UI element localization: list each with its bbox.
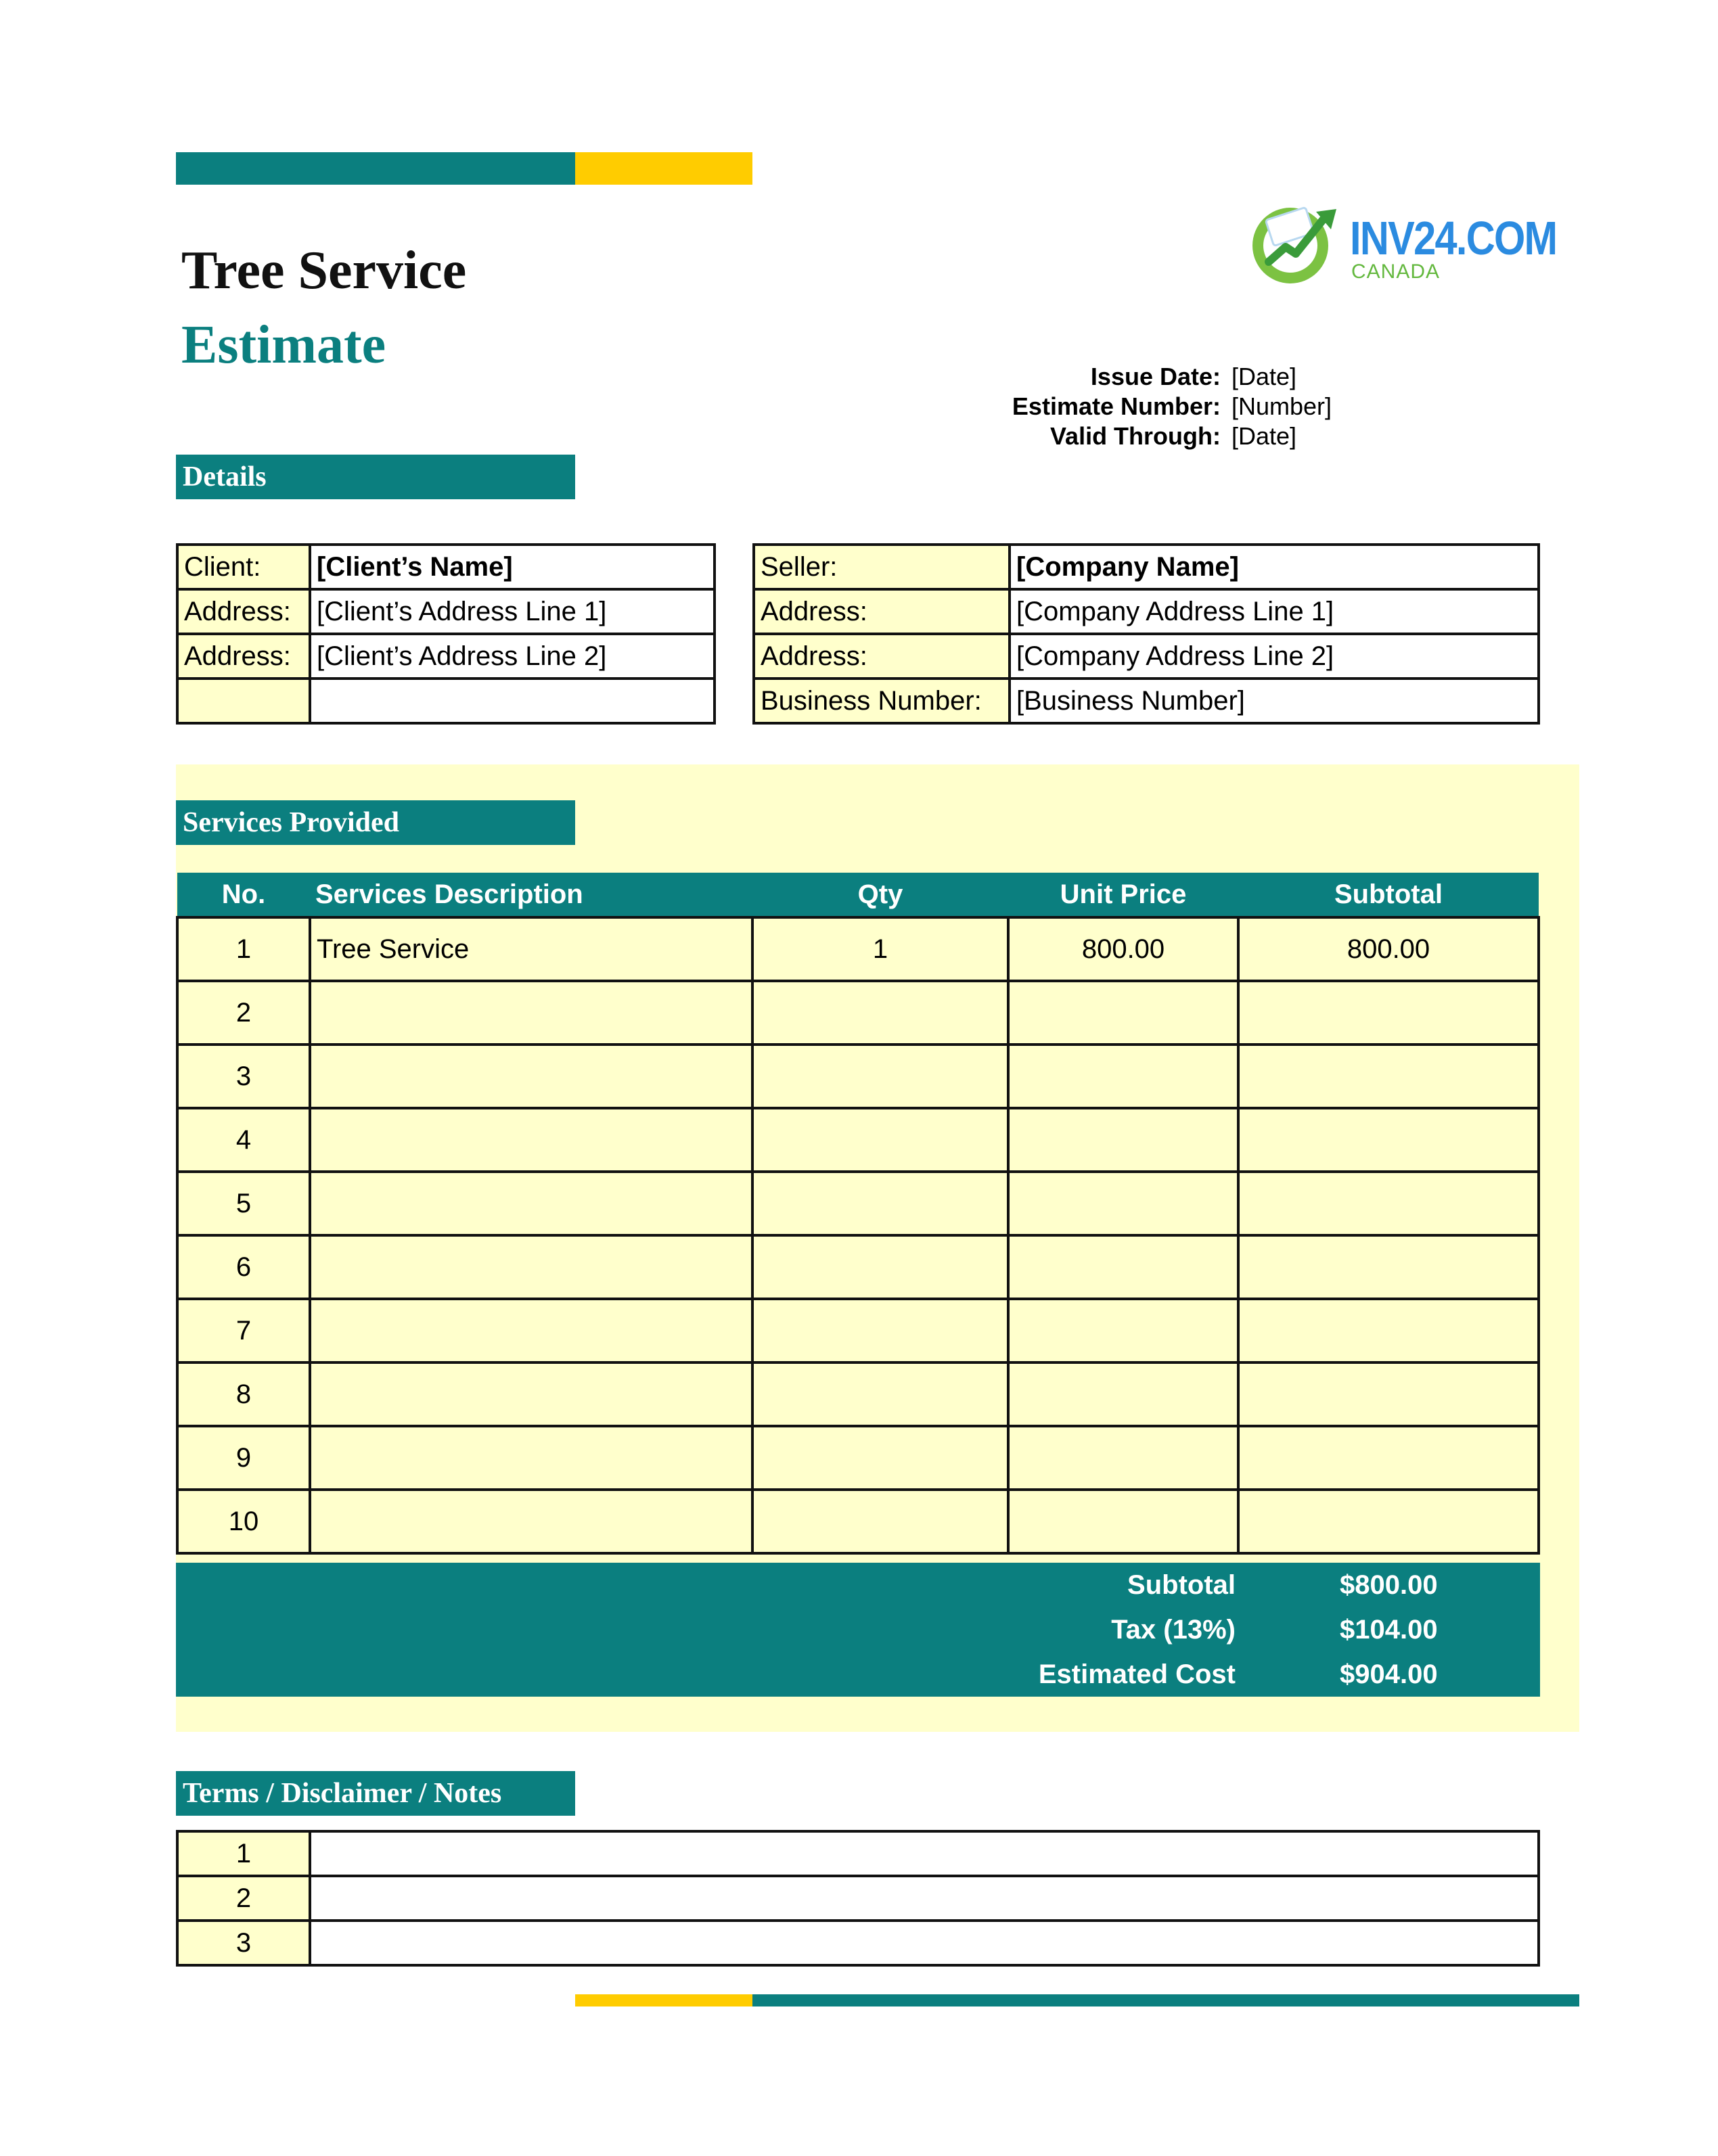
service-no: 7 bbox=[177, 1299, 310, 1362]
table-row bbox=[754, 634, 1539, 679]
service-subtotal bbox=[1238, 1045, 1539, 1108]
logo-country: CANADA bbox=[1351, 260, 1441, 283]
estimate-number-label: Estimate Number: bbox=[1012, 392, 1221, 420]
terms-row-number: 1 bbox=[177, 1831, 310, 1876]
col-no-header: No. bbox=[177, 873, 310, 917]
service-description bbox=[310, 1045, 752, 1108]
terms-row-text bbox=[310, 1876, 1539, 1921]
service-unit-price: 800.00 bbox=[1008, 917, 1238, 981]
service-no: 5 bbox=[177, 1172, 310, 1235]
service-no: 9 bbox=[177, 1426, 310, 1490]
service-unit-price bbox=[1008, 1108, 1238, 1172]
estimated-cost-label: Estimated Cost bbox=[1038, 1659, 1236, 1689]
service-qty bbox=[752, 1426, 1008, 1490]
client-details-table bbox=[176, 543, 716, 725]
tax-value: $104.00 bbox=[1340, 1615, 1438, 1645]
client-address2-value: [Client’s Address Line 2] bbox=[310, 634, 715, 679]
service-qty bbox=[752, 1235, 1008, 1299]
service-subtotal: 800.00 bbox=[1238, 917, 1539, 981]
seller-details-table bbox=[752, 543, 1540, 725]
table-row bbox=[177, 1045, 1539, 1108]
terms-row-number: 3 bbox=[177, 1921, 310, 1965]
totals-block bbox=[176, 1563, 1540, 1697]
service-description: Tree Service bbox=[310, 917, 752, 981]
table-row bbox=[177, 1831, 1539, 1876]
estimate-number-row bbox=[880, 392, 1421, 422]
details-heading: Details bbox=[176, 455, 575, 499]
tax-label: Tax (13%) bbox=[1111, 1615, 1236, 1645]
table-row bbox=[177, 917, 1539, 981]
table-row bbox=[177, 1108, 1539, 1172]
seller-address1-label: Address: bbox=[754, 589, 1010, 634]
service-unit-price bbox=[1008, 1299, 1238, 1362]
service-qty bbox=[752, 1045, 1008, 1108]
terms-heading: Terms / Disclaimer / Notes bbox=[176, 1771, 575, 1816]
services-table bbox=[176, 873, 1540, 1555]
bottom-accent-bar-gold bbox=[575, 1994, 752, 2006]
valid-through-value: [Date] bbox=[1231, 422, 1297, 450]
service-no: 4 bbox=[177, 1108, 310, 1172]
service-unit-price bbox=[1008, 1426, 1238, 1490]
service-subtotal bbox=[1238, 981, 1539, 1045]
service-qty: 1 bbox=[752, 917, 1008, 981]
table-row bbox=[177, 1172, 1539, 1235]
service-no: 3 bbox=[177, 1045, 310, 1108]
service-subtotal bbox=[1238, 1108, 1539, 1172]
bottom-accent-bar-teal bbox=[752, 1994, 1579, 2006]
service-no: 2 bbox=[177, 981, 310, 1045]
tax-row bbox=[176, 1607, 1540, 1652]
chart-arrow-logo-icon bbox=[1248, 200, 1343, 288]
table-row bbox=[177, 634, 715, 679]
terms-row-number: 2 bbox=[177, 1876, 310, 1921]
service-subtotal bbox=[1238, 1299, 1539, 1362]
business-number-value: [Business Number] bbox=[1010, 679, 1539, 723]
service-qty bbox=[752, 1172, 1008, 1235]
terms-row-text bbox=[310, 1831, 1539, 1876]
service-subtotal bbox=[1238, 1172, 1539, 1235]
service-unit-price bbox=[1008, 1235, 1238, 1299]
business-number-label: Business Number: bbox=[754, 679, 1010, 723]
client-address2-label: Address: bbox=[177, 634, 310, 679]
col-unit-price-header: Unit Price bbox=[1008, 873, 1238, 917]
service-no: 10 bbox=[177, 1490, 310, 1553]
top-accent-bar-gold bbox=[575, 152, 752, 185]
service-no: 6 bbox=[177, 1235, 310, 1299]
table-row bbox=[177, 981, 1539, 1045]
service-qty bbox=[752, 1299, 1008, 1362]
service-no: 1 bbox=[177, 917, 310, 981]
client-address1-value: [Client’s Address Line 1] bbox=[310, 589, 715, 634]
service-qty bbox=[752, 981, 1008, 1045]
estimated-cost-value: $904.00 bbox=[1340, 1659, 1438, 1689]
table-row bbox=[177, 1235, 1539, 1299]
subtotal-value: $800.00 bbox=[1340, 1570, 1438, 1600]
subtotal-row bbox=[176, 1563, 1540, 1607]
service-no: 8 bbox=[177, 1362, 310, 1426]
valid-through-label: Valid Through: bbox=[1050, 422, 1221, 450]
subtotal-label: Subtotal bbox=[1127, 1570, 1236, 1600]
client-address1-label: Address: bbox=[177, 589, 310, 634]
service-subtotal bbox=[1238, 1426, 1539, 1490]
terms-table bbox=[176, 1830, 1540, 1967]
col-description-header: Services Description bbox=[310, 873, 752, 917]
table-row bbox=[754, 545, 1539, 589]
client-name-value: [Client’s Name] bbox=[310, 545, 715, 589]
document-subtitle: Estimate bbox=[181, 315, 386, 375]
service-subtotal bbox=[1238, 1235, 1539, 1299]
client-extra-value bbox=[310, 679, 715, 723]
services-heading: Services Provided bbox=[176, 800, 575, 845]
service-description bbox=[310, 1362, 752, 1426]
service-description bbox=[310, 1108, 752, 1172]
service-description bbox=[310, 1172, 752, 1235]
service-description bbox=[310, 1299, 752, 1362]
table-row bbox=[177, 1921, 1539, 1965]
service-qty bbox=[752, 1490, 1008, 1553]
valid-through-row bbox=[880, 422, 1421, 452]
table-row bbox=[177, 545, 715, 589]
col-subtotal-header: Subtotal bbox=[1238, 873, 1539, 917]
seller-name-value: [Company Name] bbox=[1010, 545, 1539, 589]
service-subtotal bbox=[1238, 1490, 1539, 1553]
service-unit-price bbox=[1008, 1172, 1238, 1235]
top-accent-bar-teal bbox=[176, 152, 575, 185]
document-title: Tree Service bbox=[181, 241, 467, 300]
logo-name: INV24.COM bbox=[1350, 212, 1557, 265]
table-row bbox=[177, 1299, 1539, 1362]
service-qty bbox=[752, 1362, 1008, 1426]
service-subtotal bbox=[1238, 1362, 1539, 1426]
service-unit-price bbox=[1008, 1045, 1238, 1108]
table-row bbox=[754, 589, 1539, 634]
client-label: Client: bbox=[177, 545, 310, 589]
table-row bbox=[177, 1426, 1539, 1490]
service-description bbox=[310, 1426, 752, 1490]
service-description bbox=[310, 1490, 752, 1553]
seller-label: Seller: bbox=[754, 545, 1010, 589]
services-header-row bbox=[177, 873, 1539, 917]
table-row bbox=[177, 1490, 1539, 1553]
client-extra-label bbox=[177, 679, 310, 723]
table-row bbox=[177, 679, 715, 723]
table-row bbox=[177, 1876, 1539, 1921]
company-logo bbox=[1248, 200, 1557, 294]
service-unit-price bbox=[1008, 1362, 1238, 1426]
seller-address2-value: [Company Address Line 2] bbox=[1010, 634, 1539, 679]
service-unit-price bbox=[1008, 1490, 1238, 1553]
table-row bbox=[754, 679, 1539, 723]
issue-date-label: Issue Date: bbox=[1090, 363, 1221, 390]
col-qty-header: Qty bbox=[752, 873, 1008, 917]
estimate-number-value: [Number] bbox=[1231, 392, 1332, 420]
service-unit-price bbox=[1008, 981, 1238, 1045]
issue-date-row bbox=[880, 363, 1421, 392]
table-row bbox=[177, 1362, 1539, 1426]
seller-address2-label: Address: bbox=[754, 634, 1010, 679]
estimated-cost-row bbox=[176, 1652, 1540, 1697]
terms-row-text bbox=[310, 1921, 1539, 1965]
table-row bbox=[177, 589, 715, 634]
service-qty bbox=[752, 1108, 1008, 1172]
service-description bbox=[310, 981, 752, 1045]
service-description bbox=[310, 1235, 752, 1299]
seller-address1-value: [Company Address Line 1] bbox=[1010, 589, 1539, 634]
issue-date-value: [Date] bbox=[1231, 363, 1297, 390]
